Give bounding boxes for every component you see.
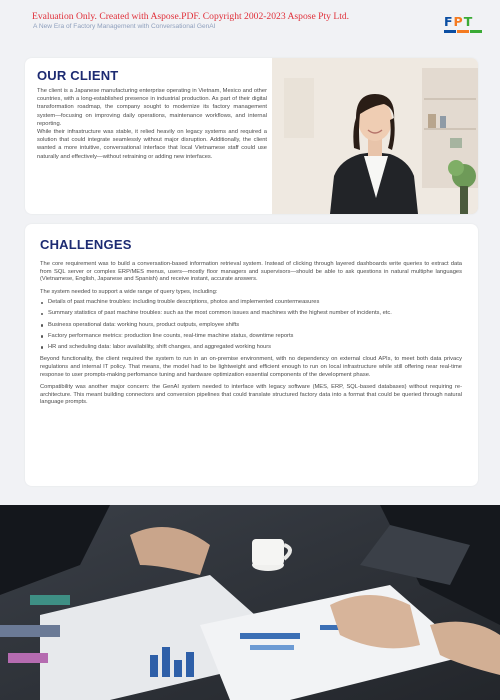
businesswoman-illustration	[272, 58, 478, 214]
logo-bar-green	[470, 30, 482, 33]
challenges-heading: CHALLENGES	[40, 237, 132, 252]
challenges-list-intro: The system needed to support a wide range of query types, including:	[40, 288, 218, 295]
challenges-paragraph-compatibility: Compatibility was another major concern: the GenAI system needed to interface with legacy software (MES, ERP, SQL-based databases) without requiring re-architecture. This meant building connectors and conversion pipelines that could translate structured factory data into a format that could be queried through natural language prompts.	[40, 384, 462, 406]
our-client-card	[25, 58, 478, 214]
list-item: Summary statistics of past machine troubles: such as the most common issues and machines with the highest number of incidents, etc.	[40, 310, 462, 318]
list-item: Business operational data: working hours, product outputs, employee shifts	[40, 322, 462, 330]
logo-letter-p: P	[453, 14, 463, 29]
our-client-heading: OUR CLIENT	[37, 68, 119, 83]
watermark-text: Evaluation Only. Created with Aspose.PDF. Copyright 2002-2023 Aspose Pty Ltd.	[32, 11, 350, 22]
logo-bar-blue	[444, 30, 456, 33]
our-client-body	[37, 87, 267, 161]
businesswoman-photo	[272, 58, 478, 214]
challenges-body	[40, 261, 462, 412]
team-meeting-photo	[0, 505, 500, 700]
logo-letter-f: F	[444, 14, 453, 29]
logo-letter-t: T	[463, 14, 473, 29]
client-paragraph: The client is a Japanese manufacturing enterprise operating in Vietnam, Mexico and other countries, with a long-established presence in industrial production. As part of their digital transformation roadmap, the company sought to modernize its factory management system—focusing on improving daily operations, maintenance workflows, and internal reporting.	[37, 88, 267, 127]
client-paragraph: While their infrastructure was stable, it relied heavily on legacy systems and required a solution that could integrate seamlessly without major disruption. Additionally, the client wanted a more intuitive, conversational interface that local Vietnamese staff could use naturally and effectively—without retraining or adding new interfaces.	[37, 129, 267, 160]
fpt-logo	[444, 14, 488, 40]
list-item: Details of past machine troubles: including trouble descriptions, photos and implemented countermeasures	[40, 299, 462, 307]
challenges-intro: The core requirement was to build a conversation-based information retrieval system. Instead of clicking through layered dashboards write queries to extract data from SQL server or complex ERP/MES menus, users—mostly floor managers and supervisors—should be able to ask questions in natural multiphe languages (Vietnamese, English, Japanese and Spanish) and receive instant, accurate answers.	[40, 261, 462, 283]
challenges-paragraph-onpremise: Beyond functionality, the client required the system to run in an on-premise environment, with no dependency on external cloud APIs, to meet both data privacy regulations and internal IT policy. That means, the model had to be lightweight and efficient enough to run on local infrastructure while still offering near real-time response to user prompts-making perfomance tuning and hardware optimization essential components of the development phase.	[40, 356, 462, 378]
query-types-list	[40, 299, 462, 351]
document-tagline: A New Era of Factory Management with Conversational GenAI	[33, 23, 216, 30]
meeting-table-illustration	[0, 505, 500, 700]
logo-bar-orange	[457, 30, 469, 33]
list-item: Factory performance metrics: production line counts, real-time machine status, downtime reports	[40, 333, 462, 341]
list-item: HR and scheduling data: labor availability, shift changes, and aggregated working hours	[40, 344, 462, 352]
challenges-card	[25, 224, 478, 486]
